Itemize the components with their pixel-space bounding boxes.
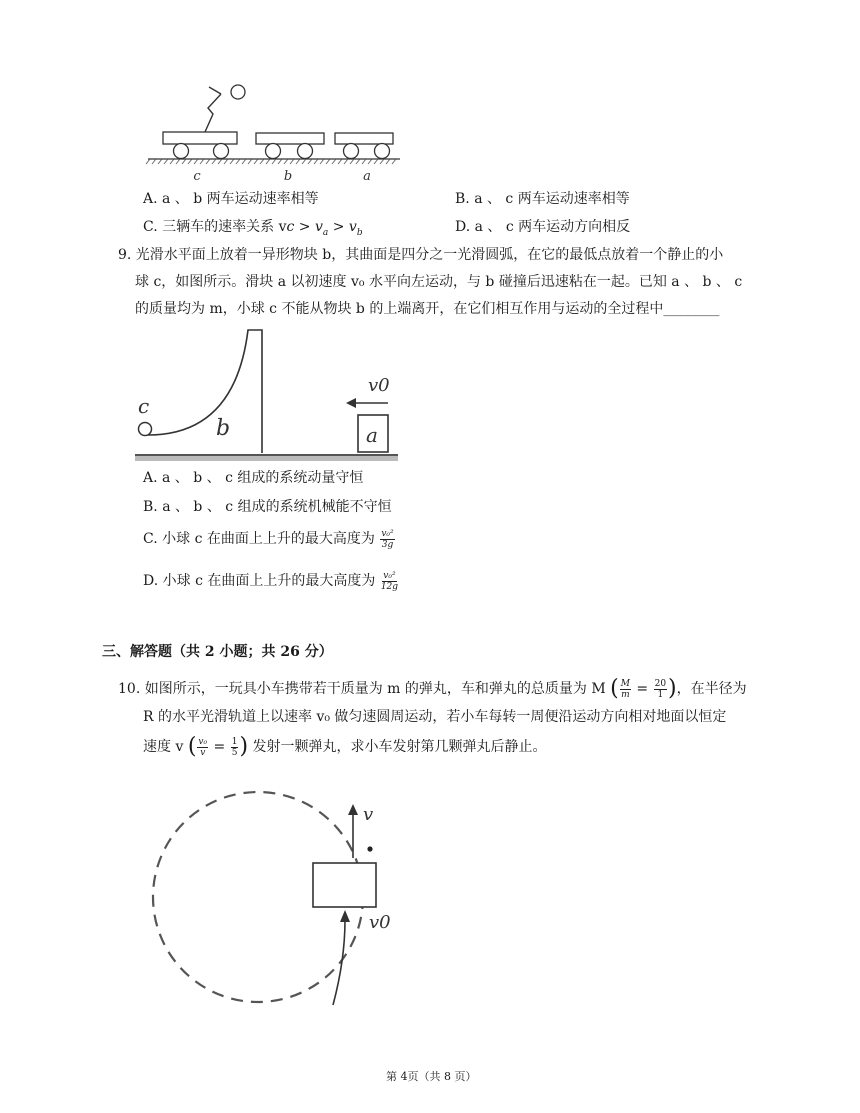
page-footer: 第 4页（共 8 页） — [386, 1070, 477, 1083]
block-a-label: a — [366, 423, 378, 447]
v0-label: v0 — [368, 375, 390, 396]
q9-option-d-text: D. 小球 c 在曲面上上升的最大高度为 — [143, 573, 376, 589]
q8-option-a: A. a 、 b 两车运动速率相等 — [143, 191, 319, 207]
q8-option-c-text: C. 三辆车的速率关系 v — [143, 219, 287, 235]
v0-label-q10: v0 — [369, 912, 391, 933]
block-b-label: b — [216, 416, 231, 441]
cart-b-label: b — [283, 169, 293, 184]
cart-c-label: c — [193, 169, 201, 184]
q9-stem-line1: 9. 光滑水平面上放着一异形物块 b，其曲面是四分之一光滑圆弧，在它的最低点放着一个静止的小 — [118, 247, 724, 263]
q8-option-d: D. a 、 c 两车运动方向相反 — [455, 219, 631, 235]
q8-carts-figure — [145, 80, 405, 185]
q9-option-d — [143, 568, 399, 594]
q9-stem-line2: 球 c，如图所示。滑块 a 以初速度 v₀ 水平向左运动，与 b 碰撞后迅速粘在一起。已知 a 、 b 、 c — [135, 274, 743, 290]
ball-c-label: c — [138, 394, 150, 418]
q10-figure — [145, 780, 405, 1025]
q9-option-c-fraction: $\frac{\text{v₀²}}{3g}$ — [381, 528, 394, 550]
q9-option-b: B. a 、 b 、 c 组成的系统机械能不守恒 — [143, 499, 392, 515]
q9-option-c-text: C. 小球 c 在曲面上上升的最大高度为 — [143, 531, 375, 547]
q10-line1: 10. 如图所示，一玩具小车携带若干质量为 m 的弹丸，车和弹丸的总质量为 M ( $\frac{M}{m}$ = $\frac{20}{1}$ )，在半径为 — [118, 676, 747, 701]
cart-a-label: a — [363, 169, 371, 184]
q10-line2: R 的水平光滑轨道上以速率 v₀ 做匀速圆周运动，若小车每转一周便沿运动方向相对地面以恒定 — [143, 709, 727, 725]
q9-stem-line3: 的质量均为 m，小球 c 不能从物块 b 的上端离开，在它们相互作用与运动的全过程中________ — [135, 301, 720, 317]
q10-line3: 速度 v ( $\frac{\text{v₀}}{v}$ = $\frac{1}{5}$ ) 发射一颗弹丸，求小车发射第几颗弹丸后静止。 — [143, 734, 547, 759]
v-label: v — [363, 804, 374, 825]
q9-figure — [130, 325, 405, 470]
section-heading: 三、解答题（共 2 小题；共 26 分） — [102, 644, 333, 660]
q9-option-d-fraction: $\frac{\text{v₀²}}{12g}$ — [380, 570, 399, 592]
q9-option-a: A. a 、 b 、 c 组成的系统动量守恒 — [143, 470, 364, 486]
q8-option-b: B. a 、 c 两车运动速率相等 — [455, 191, 630, 207]
q8-option-c: C. 三辆车的速率关系 vc > $v_a > v_b$ — [143, 219, 363, 238]
q9-option-c — [143, 526, 396, 552]
